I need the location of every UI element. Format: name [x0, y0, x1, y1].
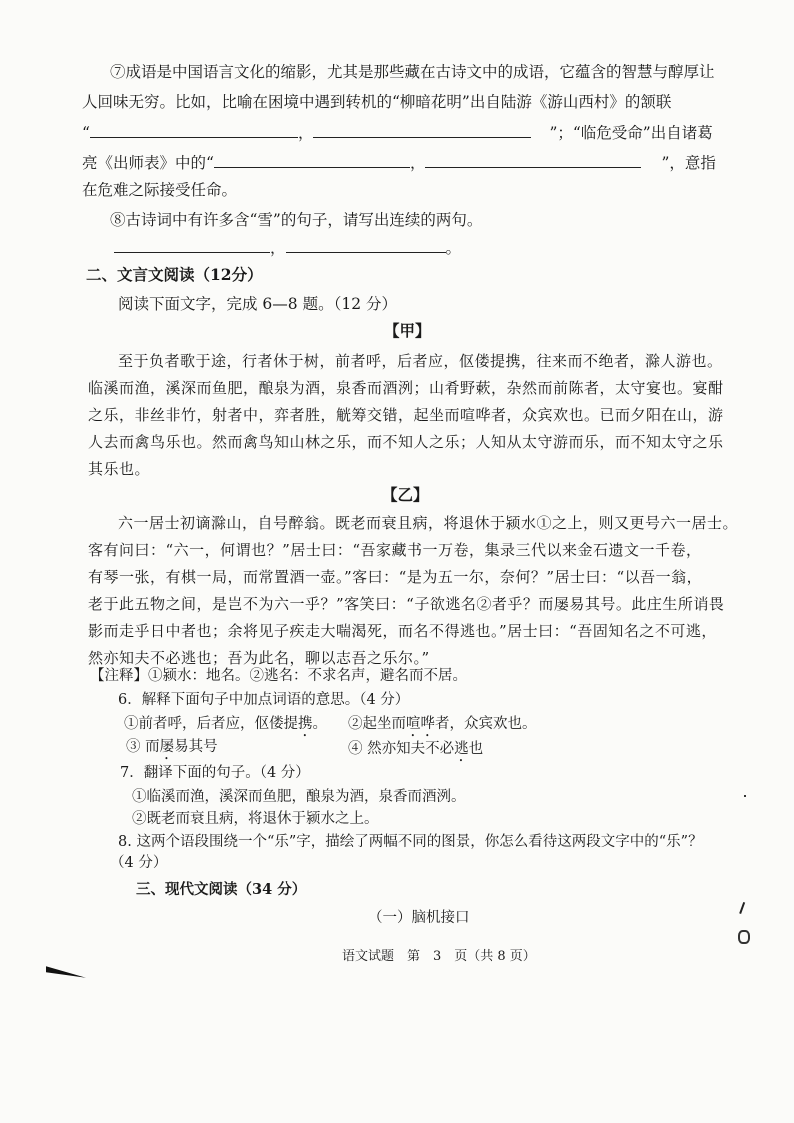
q8b-score: （4 分）	[110, 855, 168, 871]
scan-artifact-mark	[738, 930, 750, 944]
q7-line3	[82, 121, 713, 143]
answer-blank[interactable]	[286, 238, 446, 253]
q8-line1: ⑧古诗词中有许多含“雪”的句子，请写出连续的两句。	[110, 211, 483, 229]
q7-line2: 人回味无穷。比如，比喻在困境中遇到转机的“柳暗花明”出自陆游《游山西村》的颔联	[82, 93, 672, 111]
dotted-word: 逃	[454, 741, 469, 757]
q6-item-c: ③ 而屡易其号	[126, 739, 218, 755]
answer-blank[interactable]	[90, 123, 298, 138]
subsection-title: （一）脑机接口	[368, 910, 470, 926]
passage-yi-title: 【乙】	[382, 485, 429, 504]
scan-artifact-mark	[46, 960, 86, 978]
passage-line: 影而走乎日中者也；余将见子疾走大喘渴死，而名不得逃也。”居士曰：“吾固知名之不可逃，	[88, 622, 717, 640]
passage-line: 人去而禽鸟乐也。然而禽鸟知山林之乐，而不知人之乐；人知从太守游而乐，而不知太守之乐	[88, 433, 724, 451]
q7-line4-head: 亮《出师表》中的“	[82, 154, 214, 172]
dotted-word: 喧哗	[406, 716, 435, 732]
dotted-word: 携	[298, 716, 313, 732]
passage-line: 客有问曰：“六一，何谓也？”居士曰：“吾家藏书一万卷，集录三代以来金石遗文一千卷，	[88, 541, 702, 559]
q7b-stem: 7．翻译下面的句子。（4 分）	[120, 765, 310, 781]
answer-blank[interactable]	[313, 123, 531, 138]
section-heading: 三、现代文阅读（34 分）	[136, 881, 307, 898]
answer-blank[interactable]	[114, 238, 270, 253]
q7-line4	[82, 151, 716, 173]
q7b-item-b: ②既老而衰且病，将退休于颍水之上。	[132, 811, 379, 827]
q6-item-b: ②起坐而喧哗者，众宾欢也。	[348, 716, 537, 732]
passage-line: 有琴一张，有棋一局，而常置酒一壶。”客曰：“是为五一尔，奈何？”居士曰：“以吾一翁，	[88, 568, 703, 586]
section-instruction: 阅读下面文字，完成 6—8 题。（12 分）	[118, 295, 397, 313]
section-heading: 二、文言文阅读（12分）	[86, 265, 263, 284]
passage-line: 然亦知夫不必逃也；吾为此名，聊以志吾之乐尔。”	[88, 649, 430, 667]
q7-tail: ”；“临危受命”出自诸葛	[549, 124, 713, 142]
q6-item-d: ④ 然亦知夫不必逃也	[348, 741, 484, 757]
passage-jia-title: 【甲】	[384, 321, 431, 340]
dotted-word: 屡	[159, 739, 175, 755]
q7-line4-tail: ”，意指	[661, 154, 716, 172]
q7-comma: ，	[409, 154, 426, 172]
passage-line: 老于此五物之间，是岂不为六一乎？”客笑曰：“子欲逃名②者乎？而屡易其号。此庄生所诮畏	[88, 595, 725, 613]
passage-line: 之乐，非丝非竹，射者中，弈者胜，觥筹交错，起坐而喧哗者，众宾欢也。已而夕阳在山，游	[88, 406, 724, 424]
q8-answers	[114, 236, 461, 258]
scan-artifact-mark	[739, 902, 751, 916]
answer-blank[interactable]	[214, 153, 410, 168]
passage-line: 其乐也。	[88, 460, 151, 478]
q7b-item-a: ①临溪而渔，溪深而鱼肥，酿泉为酒，泉香而酒洌。	[132, 789, 466, 805]
q8-comma: ，	[270, 239, 286, 257]
q8b-stem: 8. 这两个语段围绕一个“乐”字，描绘了两幅不同的图景，你怎么看待这两段文字中的“乐”？	[118, 834, 703, 850]
passage-line: 临溪而渔，溪深而鱼肥，酿泉为酒，泉香而酒洌；山肴野蔌，杂然而前陈者，太守宴也。宴酣	[88, 379, 724, 397]
answer-blank[interactable]	[425, 153, 641, 168]
scan-artifact-dot	[744, 795, 746, 797]
q7-line5: 在危难之际接受任命。	[82, 181, 238, 199]
q8-period: 。	[445, 239, 462, 257]
passage-line: 至于负者歌于途，行者休于树，前者呼，后者应，伛偻提携，往来而不绝者，滁人游也。	[118, 352, 723, 370]
annotation-notes: 【注释】①颍水：地名。②逃名：不求名声，避名而不居。	[90, 668, 467, 684]
passage-line: 六一居士初谪滁山，自号醉翁。既老而衰且病，将退休于颍水①之上，则又更号六一居士。	[118, 514, 739, 532]
q6-stem: 6．解释下面句子中加点词语的意思。（4 分）	[118, 692, 410, 708]
q7-comma: ，	[297, 124, 314, 142]
q6-item-a: ①前者呼，后者应，伛偻提携。	[124, 716, 327, 732]
q7-line1: ⑦成语是中国语言文化的缩影，尤其是那些藏在古诗文中的成语，它蕴含的智慧与醇厚让	[110, 63, 715, 81]
page-footer: 语文试题 第 3 页（共 8 页）	[342, 949, 536, 964]
q7-open-quote: “	[82, 124, 90, 142]
